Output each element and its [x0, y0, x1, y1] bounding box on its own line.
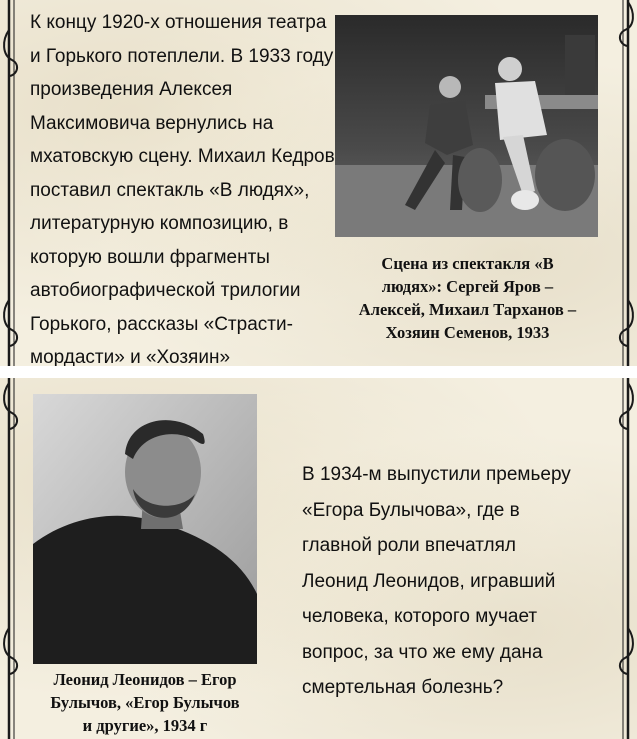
ornament-border-right — [613, 378, 637, 739]
text-line: смертельная болезнь? — [302, 677, 504, 698]
caption-line: людях»: Сергей Яров – — [381, 277, 554, 296]
slide-1-paragraph — [30, 6, 340, 366]
text-line: мордасти» и «Хозяин» — [30, 347, 231, 366]
caption-line: Алексей, Михаил Тарханов – — [358, 300, 577, 319]
caption-line: и другие», 1934 г — [82, 716, 208, 735]
text-line: автобиографической трилогии — [30, 280, 301, 301]
caption-line: Сцена из спектакля «В — [381, 254, 554, 273]
caption-line: Булычов, «Егор Булычов — [50, 693, 240, 712]
text-line: вопрос, за что же ему дана — [302, 641, 543, 663]
stage-scene-caption — [330, 252, 605, 344]
text-line: человека, которого мучает — [302, 606, 538, 627]
text-line: Леонид Леонидов, игравший — [302, 570, 556, 592]
caption-line: Хозяин Семенов, 1933 — [385, 323, 550, 342]
slide-1 — [0, 0, 637, 366]
text-line: Максимовича вернулись на — [30, 112, 274, 134]
stage-scene-photo — [335, 15, 598, 237]
ornament-border-right — [613, 0, 637, 366]
text-line: «Егора Булычова», где в — [302, 499, 520, 521]
text-line: литературную композицию, в — [30, 213, 289, 234]
text-line: которую вошли фрагменты — [30, 246, 270, 268]
text-line: и Горького потеплели. В 1933 году — [30, 45, 334, 67]
caption-line: Леонид Леонидов – Егор — [53, 670, 237, 689]
text-line: главной роли впечатлял — [302, 535, 517, 556]
text-line: Горького, рассказы «Страсти- — [30, 313, 293, 335]
text-line: К концу 1920-х отношения театра — [30, 12, 327, 33]
text-line: В 1934-м выпустили премьеру — [302, 464, 571, 485]
text-line: поставил спектакль «В людях», — [30, 179, 310, 201]
slide-2-paragraph — [302, 457, 602, 706]
text-line: мхатовскую сцену. Михаил Кедров — [30, 146, 335, 167]
portrait-photo — [33, 394, 257, 664]
portrait-caption — [20, 668, 270, 737]
ornament-border-left — [0, 0, 24, 366]
text-line: произведения Алексея — [30, 79, 233, 100]
